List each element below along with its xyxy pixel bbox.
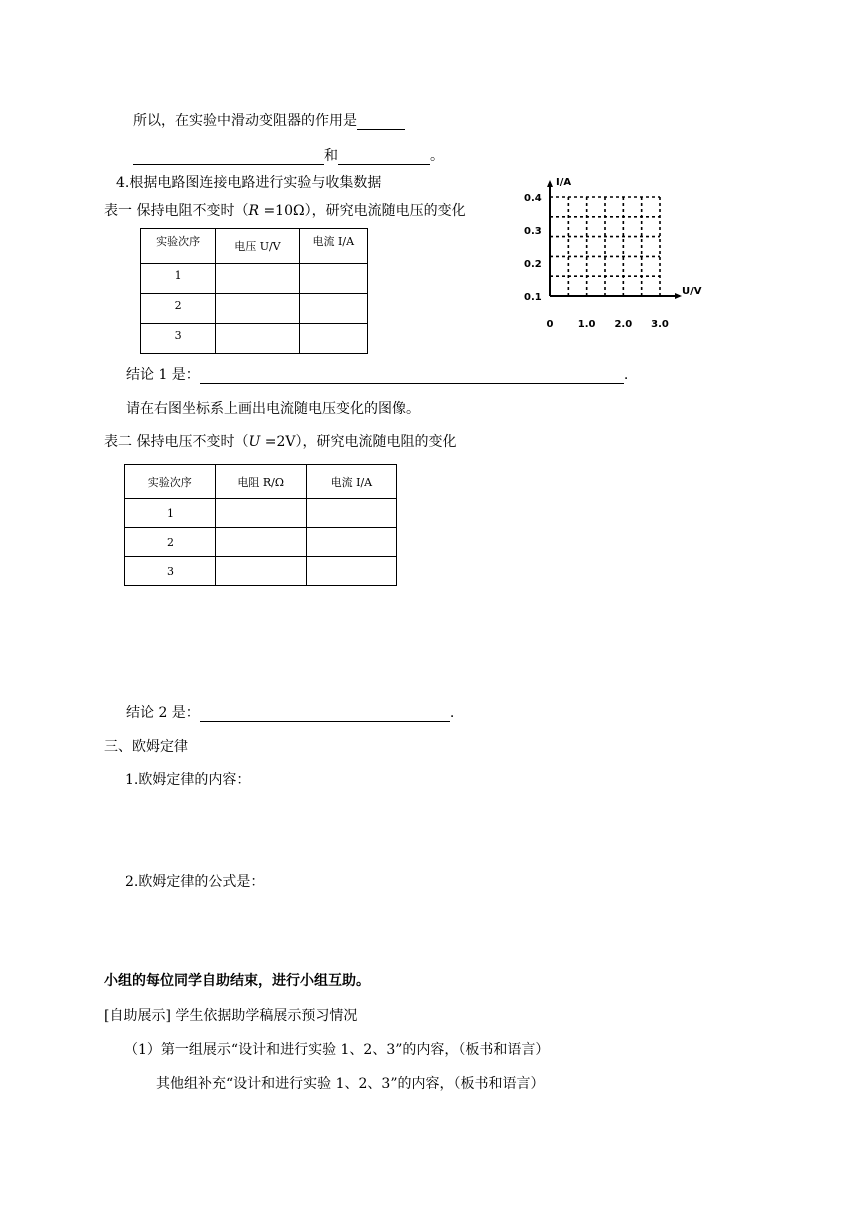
table-cell[interactable] xyxy=(306,528,396,557)
table-header: 电压 U/V xyxy=(216,229,299,264)
table-row-index: 3 xyxy=(125,557,216,586)
table-row-index: 1 xyxy=(125,499,216,528)
table-cell[interactable] xyxy=(306,499,396,528)
y-tick-label: 0.1 xyxy=(524,292,542,303)
self-display-label: [自助展示] xyxy=(104,1008,171,1024)
answer-blank[interactable] xyxy=(338,150,430,165)
ohms-law-formula-prompt: 2.欧姆定律的公式是： xyxy=(125,874,265,890)
table-cell[interactable] xyxy=(299,264,367,294)
y-axis-arrow xyxy=(547,180,553,187)
x-tick-label: 0 xyxy=(546,319,554,330)
y-tick-label: 0.2 xyxy=(524,259,542,270)
table-header: 实验次序 xyxy=(141,229,216,264)
table1-caption: 表一 保持电阻不变时（R =10Ω），研究电流随电压的变化 xyxy=(104,203,466,219)
display-item-1: （1）第一组展示“设计和进行实验 1、2、3”的内容，（板书和语言） xyxy=(124,1042,550,1058)
self-display-text: 学生依据助学稿展示预习情况 xyxy=(175,1008,358,1024)
slider-role-line-2 xyxy=(133,145,444,165)
answer-blank[interactable] xyxy=(357,115,405,130)
table-cell[interactable] xyxy=(299,324,367,354)
answer-blank[interactable] xyxy=(133,150,324,165)
self-display-line xyxy=(104,1005,357,1025)
y-tick-label: 0.4 xyxy=(524,193,542,204)
x-tick-label: 3.0 xyxy=(651,319,669,330)
table-cell[interactable] xyxy=(216,294,299,324)
y-tick-label: 0.3 xyxy=(524,226,542,237)
section-3-title: 三、欧姆定律 xyxy=(104,739,188,755)
table1 xyxy=(140,228,368,354)
table-header: 实验次序 xyxy=(125,465,216,499)
table2 xyxy=(124,464,397,586)
table-cell[interactable] xyxy=(215,528,306,557)
slider-role-line xyxy=(133,110,405,130)
table-row-index: 2 xyxy=(141,294,216,324)
conclusion-2: 结论 2 是： . xyxy=(126,705,455,721)
current-voltage-graph[interactable] xyxy=(510,170,720,340)
period-text: 。 xyxy=(430,148,444,164)
group-note: 小组的每位同学自助结束，进行小组互助。 xyxy=(104,973,370,989)
table-header: 电流 I/A xyxy=(306,465,396,499)
ohms-law-content-prompt: 1.欧姆定律的内容： xyxy=(125,772,251,788)
table-cell[interactable] xyxy=(215,557,306,586)
and-text: 和 xyxy=(324,148,338,164)
answer-blank[interactable] xyxy=(200,369,624,384)
x-axis-arrow xyxy=(675,293,682,299)
x-tick-label: 2.0 xyxy=(614,319,633,330)
table-header: 电阻 R/Ω xyxy=(215,465,306,499)
table-cell[interactable] xyxy=(215,499,306,528)
table-row-index: 1 xyxy=(141,264,216,294)
x-axis-label: U/V xyxy=(682,286,702,297)
table-header: 电流 I/A xyxy=(299,229,367,264)
answer-blank[interactable] xyxy=(200,707,450,722)
slider-role-text: 所以，在实验中滑动变阻器的作用是 xyxy=(133,113,357,129)
table-cell[interactable] xyxy=(299,294,367,324)
display-item-2: 其他组补充“设计和进行实验 1、2、3”的内容，（板书和语言） xyxy=(156,1076,545,1092)
table-row-index: 3 xyxy=(141,324,216,354)
conclusion-2-label: 结论 2 是： xyxy=(126,705,200,721)
draw-instruction: 请在右图坐标系上画出电流随电压变化的图像。 xyxy=(126,401,420,417)
step-4-heading: 4.根据电路图连接电路进行实验与收集数据 xyxy=(116,175,382,191)
table2-caption: 表二 保持电压不变时（U =2V），研究电流随电阻的变化 xyxy=(104,434,457,450)
conclusion-1: 结论 1 是： . xyxy=(126,367,629,383)
conclusion-1-label: 结论 1 是： xyxy=(126,367,200,383)
table-row-index: 2 xyxy=(125,528,216,557)
table-cell[interactable] xyxy=(216,324,299,354)
y-axis-label: I/A xyxy=(556,177,572,188)
table-cell[interactable] xyxy=(216,264,299,294)
table-cell[interactable] xyxy=(306,557,396,586)
x-tick-label: 1.0 xyxy=(577,319,596,330)
